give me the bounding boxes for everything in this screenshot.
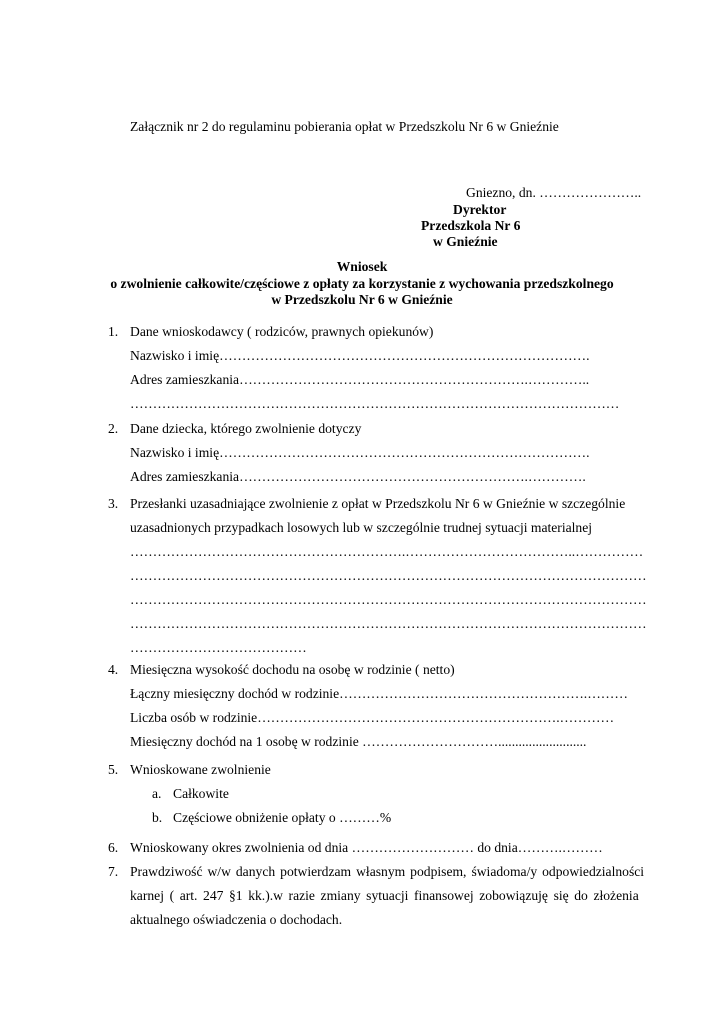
justification-field-line-4[interactable]: …………………………………………………………………………………………………… xyxy=(130,616,647,631)
section-label-line-2: uzasadnionych przypadkach losowych lub w szczególnie trudnej sytuacji materialnej xyxy=(130,520,593,535)
child-address-field[interactable]: Adres zamieszkania……………………………………………………….…………. xyxy=(130,469,586,484)
declaration-line-2: karnej ( art. 247 §1 kk.).w razie zmiany sytuacji finansowej zobowiązuję się do złożenia xyxy=(130,888,639,903)
option-partial-reduction-field[interactable]: Częściowe obniżenie opłaty o ………% xyxy=(173,810,392,825)
section-number: 6. xyxy=(108,840,119,855)
section-number: 4. xyxy=(108,662,119,677)
applicant-name-field[interactable]: Nazwisko i imię………………………………………………………………………. xyxy=(130,348,590,363)
family-income-field[interactable]: Łączny miesięczny dochód w rodzinie……………………………………………….……… xyxy=(130,686,628,701)
declaration-line-1: Prawdziwość w/w danych potwierdzam własnym podpisem, świadoma/y odpowiedzialności xyxy=(130,864,645,879)
applicant-address-field[interactable]: Adres zamieszkania……………………………………………………….………….. xyxy=(130,372,590,387)
income-per-person-field[interactable]: Miesięczny dochód na 1 osobę w rodzinie ………………………….......................... xyxy=(130,734,587,749)
attachment-title: Załącznik nr 2 do regulaminu pobierania opłat w Przedszkolu Nr 6 w Gnieźnie xyxy=(130,119,559,134)
section-number: 3. xyxy=(108,496,119,511)
applicant-address-field-continued[interactable]: ……………………………………………………………………………………………… xyxy=(130,396,620,411)
section-label: Dane dziecka, którego zwolnienie dotyczy xyxy=(130,421,362,436)
section-label-line-1: Przesłanki uzasadniające zwolnienie z opłat w Przedszkolu Nr 6 w Gnieźnie w szczególnie xyxy=(130,496,626,511)
option-marker-a: a. xyxy=(152,786,162,801)
section-number: 7. xyxy=(108,864,119,879)
justification-field-line-2[interactable]: …………………………………………………………………………………………………… xyxy=(130,568,647,583)
form-subtitle-line-1: o zwolnienie całkowite/częściowe z opłaty za korzystanie z wychowania przedszkolnego xyxy=(110,276,614,291)
family-size-field[interactable]: Liczba osób w rodzinie………………………………………………………….………… xyxy=(130,710,615,725)
justification-field-line-5[interactable]: ………………………………… xyxy=(130,640,307,655)
section-label: Dane wnioskodawcy ( rodziców, prawnych opiekunów) xyxy=(130,324,434,339)
exemption-period-field[interactable]: Wnioskowany okres zwolnienia od dnia ……………………… do dnia……….……… xyxy=(130,840,603,855)
option-full-exemption[interactable]: Całkowite xyxy=(173,786,229,801)
option-marker-b: b. xyxy=(152,810,163,825)
section-number: 1. xyxy=(108,324,119,339)
child-name-field[interactable]: Nazwisko i imię………………………………………………………………………. xyxy=(130,445,590,460)
section-label: Miesięczna wysokość dochodu na osobę w rodzinie ( netto) xyxy=(130,662,455,677)
addressee-line-3: w Gnieźnie xyxy=(433,234,498,249)
section-label: Wnioskowane zwolnienie xyxy=(130,762,271,777)
addressee-line-2: Przedszkola Nr 6 xyxy=(421,218,521,233)
justification-field-line-3[interactable]: …………………………………………………………………………………………………… xyxy=(130,592,647,607)
place-date-field[interactable]: Gniezno, dn. ………………….. xyxy=(466,185,642,200)
form-subtitle-line-2: w Przedszkolu Nr 6 w Gnieźnie xyxy=(271,292,453,307)
addressee-line-1: Dyrektor xyxy=(453,202,507,217)
declaration-line-3: aktualnego oświadczenia o dochodach. xyxy=(130,912,343,927)
section-number: 2. xyxy=(108,421,119,436)
form-heading: Wniosek xyxy=(336,259,388,274)
justification-field-line-1[interactable]: …………………………………………………….………………………………..…………… xyxy=(130,544,644,559)
section-number: 5. xyxy=(108,762,119,777)
